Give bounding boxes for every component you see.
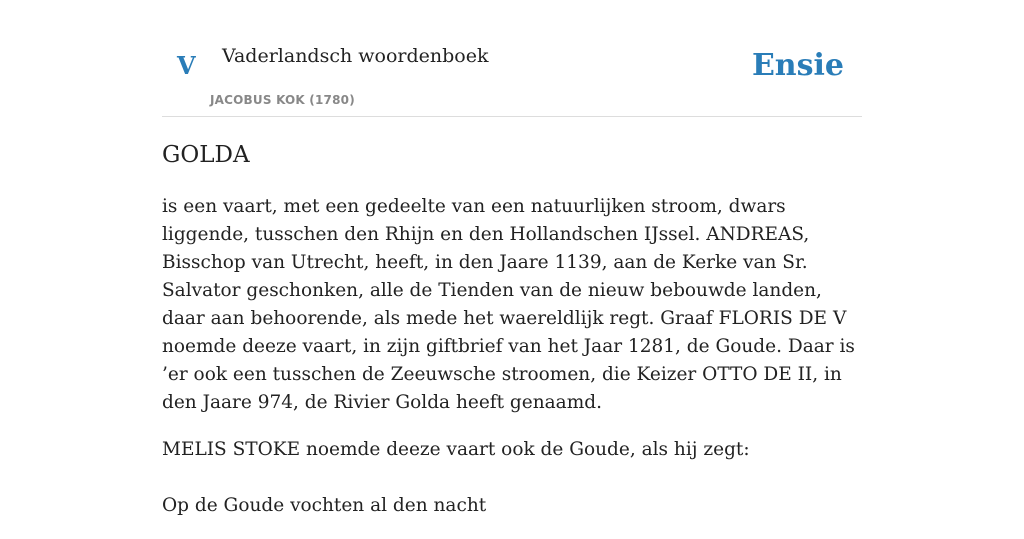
- book-title-link[interactable]: Vaderlandsch woordenboek: [222, 45, 489, 67]
- entry-quote-line: Op de Goude vochten al den nacht: [162, 494, 487, 516]
- book-author: JACOBUS KOK (1780): [210, 93, 355, 107]
- entry-paragraph: is een vaart, met een gedeelte van een natuurlijken stroom, dwars liggende, tusschen den Rhijn en den Hollandschen IJssel. ANDREAS, Bisschop van Utrecht, heeft, in den Jaare 1139, aan de Kerke van Sr. Salvator geschonken, alle de Tienden van de nieuw bebouwde landen, daar aan behoorende, als mede het waereldlijk regt. Graaf FLORIS DE V noemde deeze vaart, in zijn giftbrief van het Jaar 1281, de Goude. Daar is ’er ook een tusschen de Zeeuwsche stroomen, die Keizer OTTO DE II, in den Jaare 974, de Rivier Golda heeft genaamd.: [162, 195, 855, 413]
- ensie-logo-link[interactable]: Ensie: [751, 48, 844, 83]
- page-header: [162, 0, 862, 117]
- book-letter-icon[interactable]: V: [177, 51, 196, 80]
- page-container: [162, 0, 862, 539]
- entry-paragraph: MELIS STOKE noemde deeze vaart ook de Goude, als hij zegt:: [162, 438, 750, 460]
- entry-body: [162, 193, 862, 520]
- entry-title: GOLDA: [162, 142, 250, 168]
